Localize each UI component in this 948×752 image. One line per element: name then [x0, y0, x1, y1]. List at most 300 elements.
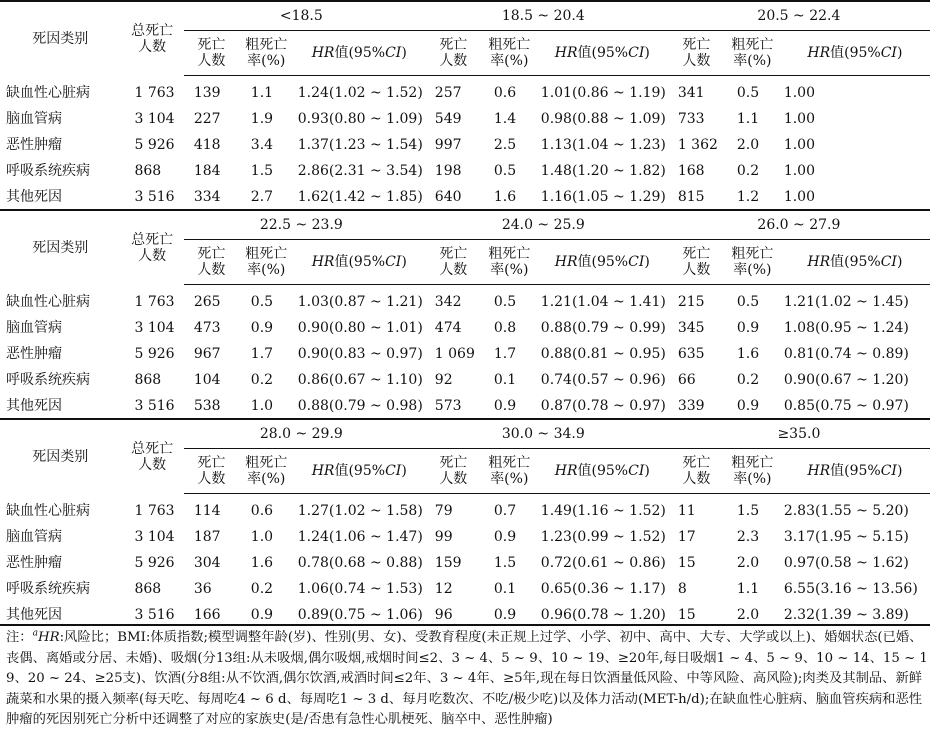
crude-rate-label: 粗死亡 率(%) — [245, 37, 288, 69]
crude-rate-value: 1.2 — [736, 189, 760, 205]
crude-rate-label: 粗死亡 率(%) — [245, 246, 288, 278]
crude-rate-value: 1.5 — [493, 555, 517, 571]
deaths-value: 66 — [677, 372, 696, 388]
crude-rate-value: 3.4 — [250, 137, 274, 153]
hazard-ratio-value: 0.87(0.78 ~ 0.97) — [540, 398, 666, 414]
crude-rate-value: 0.9 — [736, 320, 760, 336]
crude-rate-value: 0.6 — [250, 503, 274, 519]
bmi-category-header — [184, 2, 425, 31]
hazard-ratio-value: 0.72(0.61 ~ 0.86) — [540, 555, 666, 571]
hr-label-close: ) — [896, 463, 903, 479]
hr-label-text: 值(95% — [334, 45, 386, 61]
crude-rate-value: 1.6 — [250, 555, 274, 571]
deaths-value: 967 — [193, 346, 221, 362]
total-deaths-value: 5 926 — [134, 137, 175, 153]
hr-symbol: HR — [311, 254, 335, 270]
hazard-ratio-value: 0.90(0.80 ~ 1.01) — [297, 320, 423, 336]
deaths-value: 635 — [677, 346, 705, 362]
hazard-ratio-value: 0.97(0.58 ~ 1.62) — [783, 555, 909, 571]
footnote-prefix: 注： — [6, 630, 33, 645]
hr-label-text: 值(95% — [577, 45, 629, 61]
deaths-value: 114 — [193, 503, 221, 519]
crude-rate-value: 0.2 — [736, 163, 760, 179]
deaths-value: 96 — [434, 607, 453, 623]
crude-rate-column-header — [725, 240, 780, 285]
total-deaths-value: 3 104 — [134, 320, 175, 336]
hazard-ratio-value: 1.37(1.23 ~ 1.54) — [297, 137, 423, 153]
crude-rate-column-header — [725, 449, 780, 494]
bmi-category-header — [668, 420, 930, 449]
deaths-value: 1 069 — [434, 346, 475, 362]
crude-rate-value: 1.5 — [250, 163, 274, 179]
deaths-column-header — [668, 449, 725, 494]
deaths-value: 168 — [677, 163, 705, 179]
cause-name: 其他死因 — [6, 189, 62, 205]
crude-rate-value: 1.1 — [736, 111, 760, 127]
crude-rate-value: 1.6 — [493, 189, 517, 205]
cause-name: 其他死因 — [6, 607, 62, 623]
hazard-ratio-value: 6.55(3.16 ~ 13.56) — [783, 581, 918, 597]
crude-rate-value: 0.5 — [736, 294, 760, 310]
total-deaths-value: 868 — [134, 581, 162, 597]
deaths-value: 1 362 — [677, 137, 718, 153]
hazard-ratio-value: 0.88(0.79 ~ 0.98) — [297, 398, 423, 414]
hazard-ratio-value: 0.89(0.75 ~ 1.06) — [297, 607, 423, 623]
hazard-ratio-column-header — [780, 31, 930, 76]
deaths-column-header — [184, 449, 239, 494]
ci-symbol: CI — [385, 254, 402, 270]
ci-symbol: CI — [385, 463, 402, 479]
deaths-column-header — [425, 31, 482, 76]
deaths-label: 死亡 人数 — [197, 246, 226, 278]
bmi-category-header — [425, 2, 668, 31]
table-row — [0, 315, 930, 341]
cause-column-label: 死因类别 — [32, 30, 89, 47]
cause-name: 其他死因 — [6, 398, 62, 414]
hazard-ratio-value: 0.96(0.78 ~ 1.20) — [540, 607, 666, 623]
crude-rate-value: 1.5 — [736, 503, 760, 519]
hazard-ratio-column-header — [537, 449, 668, 494]
total-deaths-value: 3 516 — [134, 607, 175, 623]
crude-rate-value: 0.9 — [493, 529, 517, 545]
crude-rate-value: 0.5 — [493, 294, 517, 310]
table-row — [0, 341, 930, 367]
total-deaths-label: 总死亡 人数 — [131, 440, 174, 473]
deaths-value: 733 — [677, 111, 705, 127]
total-deaths-value: 868 — [134, 372, 162, 388]
crude-rate-column-header — [239, 31, 294, 76]
hr-label-text: 值(95% — [577, 463, 629, 479]
crude-rate-value: 0.2 — [250, 581, 274, 597]
bmi-category-header — [184, 211, 425, 240]
deaths-value: 538 — [193, 398, 221, 414]
crude-rate-value: 0.8 — [493, 320, 517, 336]
total-deaths-value: 3 516 — [134, 398, 175, 414]
crude-rate-value: 2.7 — [250, 189, 274, 205]
crude-rate-value: 0.6 — [493, 85, 517, 101]
hazard-ratio-value: 1.00 — [783, 111, 815, 127]
bmi-range-label: 28.0 ~ 29.9 — [259, 426, 343, 442]
hazard-ratio-value: 0.65(0.36 ~ 1.17) — [540, 581, 666, 597]
deaths-value: 345 — [677, 320, 705, 336]
hr-label-text: 值(95% — [577, 254, 629, 270]
total-deaths-column-header — [120, 2, 183, 76]
deaths-value: 166 — [193, 607, 221, 623]
deaths-value: 573 — [434, 398, 462, 414]
crude-rate-label: 粗死亡 率(%) — [731, 246, 774, 278]
crude-rate-value: 2.0 — [736, 607, 760, 623]
bmi-range-label: 22.5 ~ 23.9 — [259, 217, 343, 233]
hazard-ratio-value: 1.24(1.02 ~ 1.52) — [297, 85, 423, 101]
deaths-value: 334 — [193, 189, 221, 205]
crude-rate-value: 0.9 — [250, 320, 274, 336]
hazard-ratio-column-header — [294, 240, 425, 285]
bmi-range-label: 30.0 ~ 34.9 — [501, 426, 585, 442]
deaths-label: 死亡 人数 — [197, 455, 226, 487]
table-row — [0, 158, 930, 184]
hr-label-close: ) — [401, 45, 407, 61]
bmi-range-label: ≥35.0 — [777, 426, 821, 442]
deaths-value: 15 — [677, 607, 696, 623]
deaths-value: 257 — [434, 85, 462, 101]
ci-symbol: CI — [880, 463, 897, 479]
total-deaths-label: 总死亡 人数 — [131, 231, 174, 264]
cause-name: 脑血管病 — [6, 111, 62, 127]
deaths-label: 死亡 人数 — [682, 455, 711, 487]
crude-rate-value: 1.7 — [250, 346, 274, 362]
deaths-value: 304 — [193, 555, 221, 571]
total-deaths-value: 5 926 — [134, 346, 175, 362]
hazard-ratio-value: 1.13(1.04 ~ 1.23) — [540, 137, 666, 153]
hr-label-close: ) — [644, 463, 650, 479]
crude-rate-value: 2.5 — [493, 137, 517, 153]
ci-symbol: CI — [385, 45, 402, 61]
table-footnote — [6, 628, 930, 731]
hazard-ratio-value: 0.88(0.81 ~ 0.95) — [540, 346, 666, 362]
cause-column-label: 死因类别 — [32, 448, 89, 465]
hazard-ratio-value: 1.24(1.06 ~ 1.47) — [297, 529, 423, 545]
total-deaths-value: 868 — [134, 163, 162, 179]
ci-symbol: CI — [628, 45, 645, 61]
deaths-value: 8 — [677, 581, 687, 597]
cause-name: 呼吸系统疾病 — [6, 581, 90, 597]
bmi-panel-1 — [0, 2, 930, 210]
crude-rate-label: 粗死亡 率(%) — [488, 455, 531, 487]
table-row — [0, 550, 930, 576]
cause-column-label: 死因类别 — [32, 239, 89, 256]
cause-name: 恶性肿瘤 — [6, 137, 62, 153]
hazard-ratio-value: 0.98(0.88 ~ 1.09) — [540, 111, 666, 127]
hazard-ratio-value: 1.48(1.20 ~ 1.82) — [540, 163, 666, 179]
deaths-label: 死亡 人数 — [682, 246, 711, 278]
cause-name: 脑血管病 — [6, 320, 62, 336]
total-deaths-value: 1 763 — [134, 293, 175, 310]
table-row — [0, 132, 930, 158]
hazard-ratio-value: 1.21(1.04 ~ 1.41) — [540, 294, 666, 310]
crude-rate-value: 2.0 — [736, 555, 760, 571]
hr-symbol: HR — [311, 45, 335, 61]
footnote-hr-symbol: HR — [37, 630, 60, 645]
bmi-panel-2 — [0, 211, 930, 419]
cause-name: 呼吸系统疾病 — [6, 372, 90, 388]
deaths-column-header — [668, 31, 725, 76]
hazard-ratio-value: 2.32(1.39 ~ 3.89) — [783, 607, 909, 623]
hr-label-close: ) — [644, 45, 650, 61]
hazard-ratio-value: 0.74(0.57 ~ 0.96) — [540, 372, 666, 388]
deaths-value: 17 — [677, 529, 696, 545]
cause-name: 脑血管病 — [6, 529, 62, 545]
table-row — [0, 576, 930, 602]
hr-label-close: ) — [401, 254, 407, 270]
crude-rate-value: 0.9 — [493, 607, 517, 623]
deaths-value: 104 — [193, 372, 221, 388]
table-row — [0, 393, 930, 419]
bmi-category-header — [425, 211, 668, 240]
crude-rate-value: 2.0 — [736, 137, 760, 153]
bmi-panel-3 — [0, 420, 930, 628]
crude-rate-value: 1.7 — [493, 346, 517, 362]
hr-symbol: HR — [311, 463, 335, 479]
bmi-group-header-row — [0, 420, 930, 449]
cause-name: 缺血性心脏病 — [6, 84, 90, 101]
hr-label-close: ) — [896, 254, 903, 270]
total-deaths-label: 总死亡 人数 — [131, 22, 174, 55]
crude-rate-value: 0.9 — [736, 398, 760, 414]
hazard-ratio-value: 1.16(1.05 ~ 1.29) — [540, 189, 666, 205]
deaths-value: 339 — [677, 398, 705, 414]
deaths-column-header — [184, 240, 239, 285]
crude-rate-value: 0.5 — [736, 85, 760, 101]
bmi-range-label: 18.5 ~ 20.4 — [501, 8, 585, 24]
hr-label-text: 值(95% — [334, 254, 386, 270]
crude-rate-value: 1.0 — [250, 529, 274, 545]
ci-symbol: CI — [880, 254, 897, 270]
deaths-label: 死亡 人数 — [197, 37, 226, 69]
crude-rate-value: 2.3 — [736, 529, 760, 545]
deaths-value: 227 — [193, 111, 221, 127]
hr-label-close: ) — [401, 463, 407, 479]
cause-name: 缺血性心脏病 — [6, 293, 90, 310]
hazard-ratio-value: 1.08(0.95 ~ 1.24) — [783, 320, 909, 336]
crude-rate-label: 粗死亡 率(%) — [731, 37, 774, 69]
footnote-superscript: a — [32, 628, 38, 639]
ci-symbol: CI — [880, 45, 897, 61]
deaths-value: 815 — [677, 189, 705, 205]
crude-rate-column-header — [482, 31, 537, 76]
hazard-ratio-column-header — [780, 240, 930, 285]
total-deaths-value: 3 104 — [134, 529, 175, 545]
crude-rate-value: 1.1 — [250, 85, 274, 101]
deaths-value: 640 — [434, 189, 462, 205]
deaths-value: 184 — [193, 163, 221, 179]
crude-rate-value: 0.9 — [493, 398, 517, 414]
cause-name: 恶性肿瘤 — [6, 555, 62, 571]
hr-label-close: ) — [896, 45, 903, 61]
total-deaths-value: 1 763 — [134, 502, 175, 519]
footnote-text: :风险比；BMI:体质指数;模型调整年龄(岁)、性别(男、女)、受教育程度(未正规上过学、小学、初中、高中、大专、大学或以上)、婚姻状态(已婚、丧偶、离婚或分居、未婚)、吸烟(分13组:从未吸烟,偶尔吸烟,戒烟时间≤2、3 ~ 4、5 ~ 9、10 ~ 19、≥20年,每日吸烟1 ~ 4、5 ~ 9、10 ~ 14、15 ~ 19、20 ~ 24、≥25支)、饮酒(分8组:从不饮酒,偶尔饮酒,戒酒时间≤2年、3 ~ 4年、≥5年,现在每日饮酒量低风险、中等风险、高风险);肉类及其制品、新鲜蔬菜和水果的摄入频率(每天吃、每周吃4 ~ 6 d、每周吃1 ~ 3 d、每月吃数次、不吃/极少吃)以及体力活动(MET-h/d);在缺血性心脏病、脑血管疾病和恶性肿瘤的死因别死亡分析中还调整了对应的家族史(是/否患有急性心肌梗死、脑卒中、恶性肿瘤) — [6, 630, 928, 727]
deaths-value: 36 — [193, 581, 212, 597]
hazard-ratio-value: 0.85(0.75 ~ 0.97) — [783, 398, 909, 414]
crude-rate-value: 1.4 — [493, 111, 517, 127]
total-deaths-value: 3 104 — [134, 111, 175, 127]
deaths-column-header — [425, 240, 482, 285]
deaths-value: 342 — [434, 294, 462, 310]
crude-rate-label: 粗死亡 率(%) — [731, 455, 774, 487]
hazard-ratio-value: 0.78(0.68 ~ 0.88) — [297, 555, 423, 571]
table-bottom-rule — [0, 624, 930, 626]
bmi-group-header-row — [0, 2, 930, 31]
hr-symbol: HR — [807, 463, 831, 479]
crude-rate-label: 粗死亡 率(%) — [488, 37, 531, 69]
hazard-ratio-value: 1.00 — [783, 189, 815, 205]
hazard-ratio-value: 1.00 — [783, 163, 815, 179]
deaths-column-header — [425, 449, 482, 494]
table-row — [0, 184, 930, 210]
crude-rate-value: 0.7 — [493, 503, 517, 519]
hazard-ratio-value: 0.88(0.79 ~ 0.99) — [540, 320, 666, 336]
crude-rate-column-header — [239, 240, 294, 285]
hazard-ratio-value: 0.90(0.67 ~ 1.20) — [783, 372, 909, 388]
deaths-label: 死亡 人数 — [682, 37, 711, 69]
total-deaths-column-header — [120, 420, 183, 494]
deaths-value: 15 — [677, 555, 696, 571]
crude-rate-value: 1.9 — [250, 111, 274, 127]
deaths-value: 11 — [677, 503, 696, 519]
bmi-group-header-row — [0, 211, 930, 240]
total-deaths-value: 1 763 — [134, 84, 175, 101]
deaths-label: 死亡 人数 — [439, 37, 468, 69]
total-deaths-value: 5 926 — [134, 555, 175, 571]
crude-rate-label: 粗死亡 率(%) — [488, 246, 531, 278]
deaths-value: 418 — [193, 137, 221, 153]
hazard-ratio-value: 1.03(0.87 ~ 1.21) — [297, 294, 423, 310]
hr-label-close: ) — [644, 254, 650, 270]
deaths-value: 474 — [434, 320, 462, 336]
hazard-ratio-column-header — [537, 240, 668, 285]
hazard-ratio-column-header — [294, 449, 425, 494]
deaths-value: 139 — [193, 85, 221, 101]
hazard-ratio-value: 3.17(1.95 ~ 5.15) — [783, 529, 909, 545]
crude-rate-value: 0.9 — [250, 607, 274, 623]
hazard-ratio-column-header — [780, 449, 930, 494]
hr-label-text: 值(95% — [334, 463, 386, 479]
hazard-ratio-value: 1.27(1.02 ~ 1.58) — [297, 503, 423, 519]
crude-rate-column-header — [239, 449, 294, 494]
crude-rate-value: 0.2 — [250, 372, 274, 388]
table-row — [0, 494, 930, 525]
cause-name: 呼吸系统疾病 — [6, 163, 90, 179]
hazard-ratio-value: 1.01(0.86 ~ 1.19) — [540, 85, 666, 101]
hazard-ratio-value: 0.81(0.74 ~ 0.89) — [783, 346, 909, 362]
hazard-ratio-value: 1.62(1.42 ~ 1.85) — [297, 189, 423, 205]
hazard-ratio-value: 1.06(0.74 ~ 1.53) — [297, 581, 423, 597]
crude-rate-value: 0.1 — [493, 372, 517, 388]
deaths-label: 死亡 人数 — [439, 455, 468, 487]
bmi-range-label: 26.0 ~ 27.9 — [757, 217, 841, 233]
ci-symbol: CI — [628, 254, 645, 270]
table-row — [0, 367, 930, 393]
crude-rate-value: 0.5 — [250, 294, 274, 310]
hr-symbol: HR — [554, 45, 578, 61]
crude-rate-label: 粗死亡 率(%) — [245, 455, 288, 487]
ci-symbol: CI — [628, 463, 645, 479]
bmi-category-header — [668, 211, 930, 240]
cause-name: 缺血性心脏病 — [6, 502, 90, 519]
table-row — [0, 285, 930, 316]
total-deaths-column-header — [120, 211, 183, 285]
crude-rate-value: 0.2 — [736, 372, 760, 388]
deaths-value: 159 — [434, 555, 462, 571]
hr-symbol: HR — [807, 254, 831, 270]
deaths-value: 997 — [434, 137, 462, 153]
deaths-value: 198 — [434, 163, 462, 179]
deaths-value: 473 — [193, 320, 221, 336]
table-row — [0, 524, 930, 550]
crude-rate-column-header — [482, 449, 537, 494]
bmi-category-header — [668, 2, 930, 31]
hazard-ratio-value: 2.83(1.55 ~ 5.20) — [783, 503, 909, 519]
crude-rate-column-header — [482, 240, 537, 285]
bmi-range-label: <18.5 — [279, 8, 323, 24]
bmi-range-label: 24.0 ~ 25.9 — [501, 217, 585, 233]
hr-symbol: HR — [554, 463, 578, 479]
deaths-value: 341 — [677, 85, 705, 101]
deaths-value: 92 — [434, 372, 453, 388]
hazard-ratio-value: 0.86(0.67 ~ 1.10) — [297, 372, 423, 388]
hr-label-text: 值(95% — [830, 463, 881, 479]
table-row — [0, 76, 930, 107]
crude-rate-value: 1.1 — [736, 581, 760, 597]
hazard-ratio-column-header — [294, 31, 425, 76]
cause-name: 恶性肿瘤 — [6, 346, 62, 362]
hr-symbol: HR — [807, 45, 831, 61]
hazard-ratio-value: 1.00 — [783, 85, 815, 101]
deaths-label: 死亡 人数 — [439, 246, 468, 278]
cause-column-header — [0, 420, 120, 494]
hazard-ratio-value: 2.86(2.31 ~ 3.54) — [297, 163, 423, 179]
deaths-column-header — [184, 31, 239, 76]
cause-column-header — [0, 2, 120, 76]
hazard-ratio-value: 1.49(1.16 ~ 1.52) — [540, 503, 666, 519]
crude-rate-value: 1.0 — [250, 398, 274, 414]
crude-rate-value: 1.6 — [736, 346, 760, 362]
cause-column-header — [0, 211, 120, 285]
hazard-ratio-value: 1.21(1.02 ~ 1.45) — [783, 294, 909, 310]
table-row — [0, 106, 930, 132]
crude-rate-column-header — [725, 31, 780, 76]
hazard-ratio-value: 1.23(0.99 ~ 1.52) — [540, 529, 666, 545]
crude-rate-value: 0.5 — [493, 163, 517, 179]
total-deaths-value: 3 516 — [134, 189, 175, 205]
hazard-ratio-value: 1.00 — [783, 137, 815, 153]
bmi-category-header — [184, 420, 425, 449]
bmi-range-label: 20.5 ~ 22.4 — [757, 8, 841, 24]
hr-symbol: HR — [554, 254, 578, 270]
bmi-category-header — [425, 420, 668, 449]
hr-label-text: 值(95% — [830, 45, 881, 61]
deaths-value: 79 — [434, 503, 453, 519]
crude-rate-value: 0.1 — [493, 581, 517, 597]
hazard-ratio-value: 0.90(0.83 ~ 0.97) — [297, 346, 423, 362]
deaths-value: 187 — [193, 529, 221, 545]
deaths-value: 12 — [434, 581, 453, 597]
deaths-value: 99 — [434, 529, 453, 545]
deaths-value: 215 — [677, 294, 705, 310]
hr-label-text: 值(95% — [830, 254, 881, 270]
hazard-ratio-column-header — [537, 31, 668, 76]
deaths-value: 265 — [193, 294, 221, 310]
deaths-column-header — [668, 240, 725, 285]
